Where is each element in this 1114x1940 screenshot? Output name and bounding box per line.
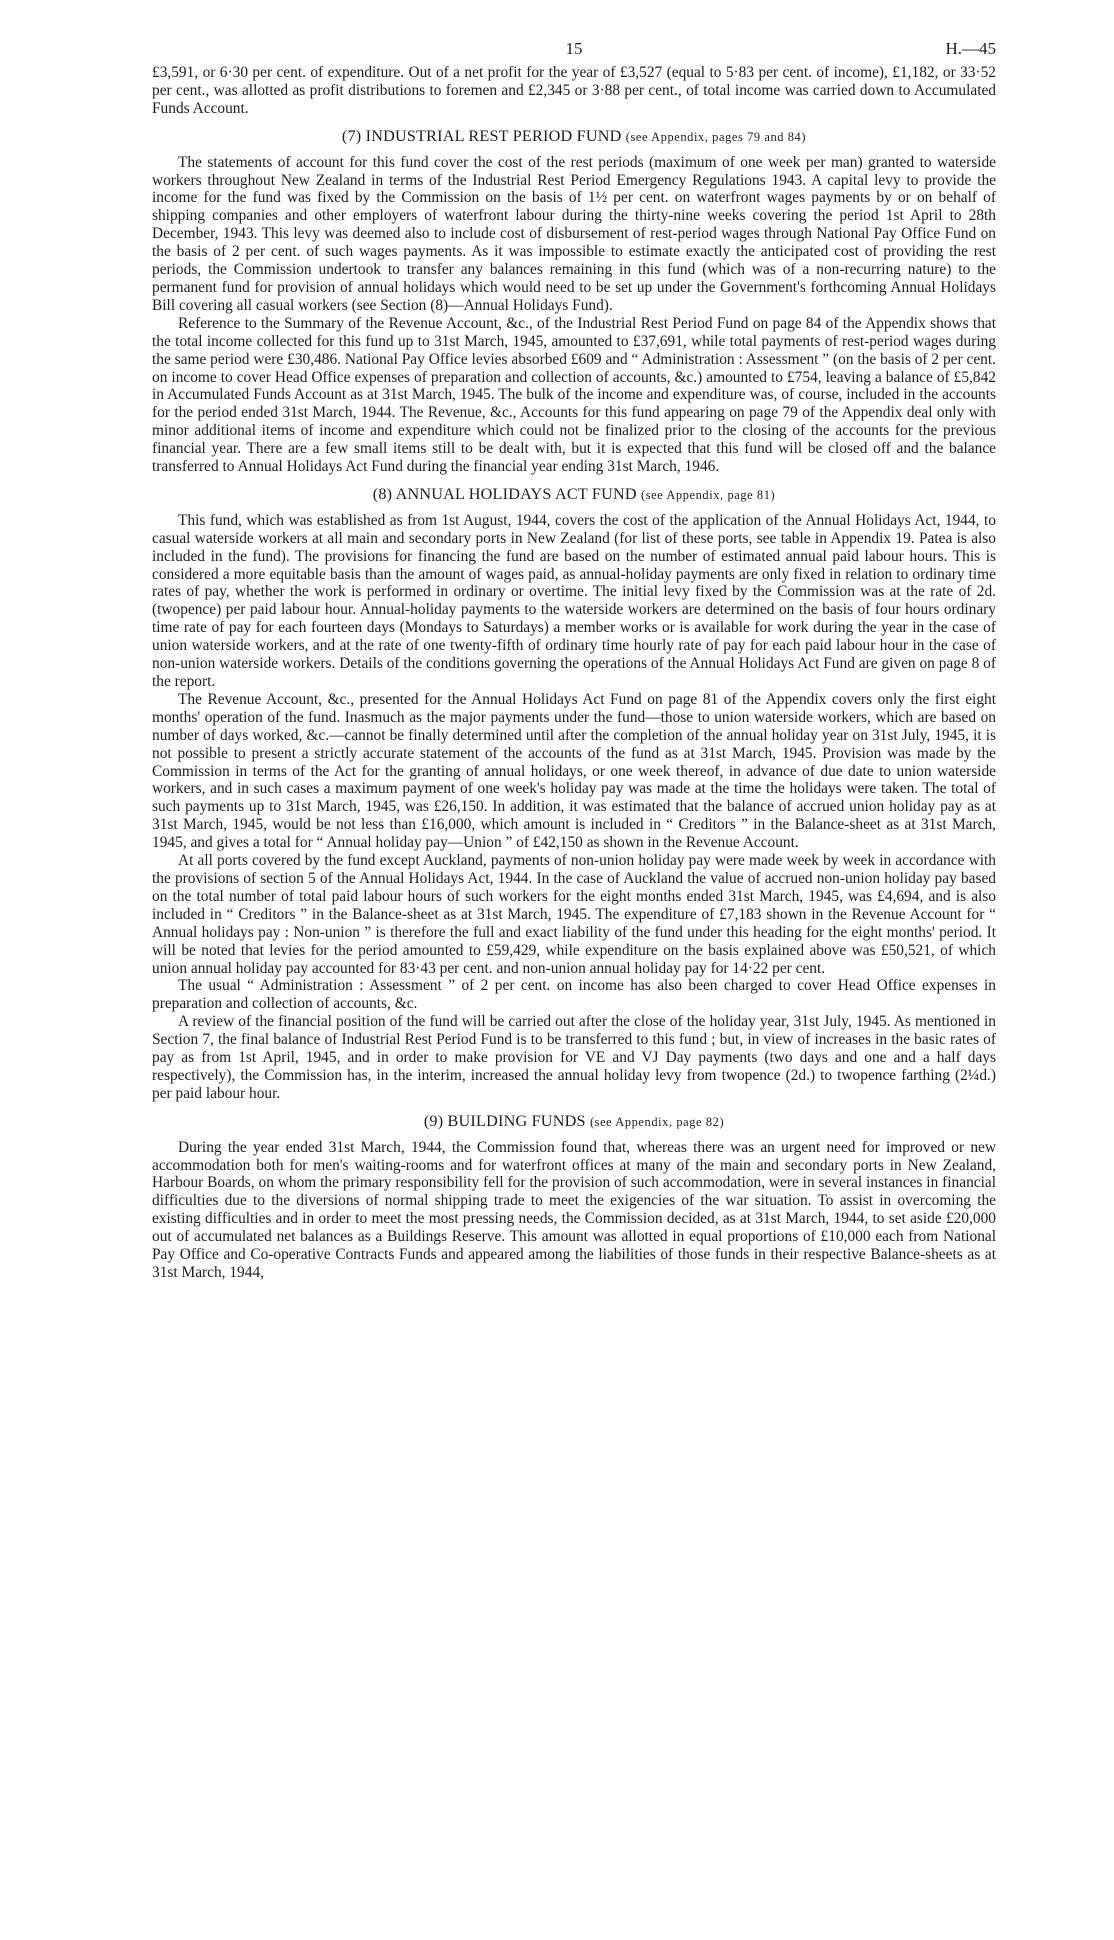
section-8-paragraph: A review of the financial position of the fund will be carried out after the close of the holiday year, 31st July, 1945. As mentioned in Section 7, the final balance of Industrial Rest Period Fund is to be transferred to this fund ; but, in view of increases in the basic rates of pay as from 1st April, 1945, and in order to make provision for VE and VJ Day payments (two days and one and a half days respectively), the Commission has, in the interim, increased the annual holiday levy from twopence (2d.) to twopence farthing (2¼d.) per paid labour hour.: [152, 1013, 996, 1102]
section-8-paragraph: The usual “ Administration : Assessment ” of 2 per cent. on income has also been charged to cover Head Office expenses in preparation and collection of accounts, &c.: [152, 977, 996, 1013]
section-7-appendix-ref: (see Appendix, pages 79 and 84): [625, 129, 807, 144]
section-8-paragraph: This fund, which was established as from 1st August, 1944, covers the cost of the application of the Annual Holidays Act, 1944, to casual waterside workers at all main and secondary ports in New Zealand (for list of these ports, see table in Appendix 19. Patea is also included in the fund). The provisions for financing the fund are based on the number of estimated annual paid labour hours. This is considered a more equitable basis than the amount of wages paid, as annual-holiday payments are only fixed in relation to ordinary time rates of pay, whether the work is performed in ordinary or overtime. The initial levy fixed by the Commission was at the rate of 2d. (twopence) per paid labour hour. Annual-holiday payments to the waterside workers are determined on the basis of four hours ordinary time rate of pay for each fourteen days (Mondays to Saturdays) a member works or is available for work during the year in the case of union waterside workers, and at the rate of one twenty-fifth of ordinary time hourly rate of pay for each paid labour hour in the case of non-union waterside workers. Details of the conditions governing the operations of the Annual Holidays Act Fund are given on page 8 of the report.: [152, 511, 996, 690]
section-8-title: (8) ANNUAL HOLIDAYS ACT FUND: [372, 484, 637, 503]
document-reference: H.—45: [945, 39, 996, 58]
section-7-paragraph: The statements of account for this fund cover the cost of the rest periods (maximum of one week per man) granted to waterside workers throughout New Zealand in terms of the Industrial Rest Period Emergency Regulations 1943. A capital levy to provide the income for the fund was fixed by the Commission on the basis of 1½ per cent. on waterfront wages payments by or on behalf of shipping companies and other employers of waterfront labour during the thirty-nine weeks covering the period 1st April to 28th December, 1943. This levy was deemed also to include cost of disbursement of rest-period wages through National Pay Office Fund on the basis of 2 per cent. of such wages payments. As it was impossible to estimate exactly the anticipated cost of providing the rest periods, the Commission undertook to transfer any balances remaining in this fund (which was of a non-recurring nature) to the permanent fund for provision of annual holidays which would need to be set up under the Government's forthcoming Annual Holidays Bill covering all casual workers (see Section (8)—Annual Holidays Fund).: [152, 153, 996, 314]
section-8-paragraph: At all ports covered by the fund except Auckland, payments of non-union holiday pay were made week by week in accordance with the provisions of section 5 of the Annual Holidays Act, 1944. In the case of Auckland the value of accrued non-union holiday pay based on the total number of total paid labour hours of such workers for the eight months ended 31st March, 1945, was £4,694, and is also included in “ Creditors ” in the Balance-sheet as at 31st March, 1945. The expenditure of £7,183 shown in the Revenue Account for “ Annual holidays pay : Non-union ” is therefore the full and exact liability of the fund under this heading for the eight months' period. It will be noted that levies for the period amounted to £59,429, while expenditure on the basis explained above was £50,521, of which union annual holiday pay accounted for 83·43 per cent. and non-union annual holiday pay for 14·22 per cent.: [152, 852, 996, 977]
intro-paragraph: £3,591, or 6·30 per cent. of expenditure. Out of a net profit for the year of £3,527 (equal to 5·83 per cent. of income), £1,182, or 33·52 per cent., was allotted as profit distributions to foremen and £2,345 or 3·88 per cent., of total income was carried down to Accumulated Funds Account.: [152, 64, 996, 117]
section-7-title: (7) INDUSTRIAL REST PERIOD FUND: [341, 126, 622, 145]
section-8-heading: [152, 486, 996, 505]
section-7-heading: [152, 128, 996, 147]
section-9-appendix-ref: (see Appendix, page 82): [589, 1114, 725, 1129]
section-9-paragraph: During the year ended 31st March, 1944, the Commission found that, whereas there was an urgent need for improved or new accommodation both for men's waiting-rooms and for waterfront offices at many of the main and secondary ports in New Zealand, Harbour Boards, on whom the primary responsibility fell for the provision of such accommodation, were in several instances in financial difficulties due to the diversions of normal shipping trade to meet the exigencies of the war situation. To assist in overcoming the existing difficulties and in order to meet the most pressing needs, the Commission decided, as at 31st March, 1944, to set aside £20,000 out of accumulated net balances as a Buildings Reserve. This amount was allotted in equal proportions of £10,000 each from National Pay Office and Co-operative Contracts Funds and appeared among the liabilities of those funds in their respective Balance-sheets as at 31st March, 1944,: [152, 1138, 996, 1281]
section-7-paragraph: Reference to the Summary of the Revenue Account, &c., of the Industrial Rest Period Fund on page 84 of the Appendix shows that the total income collected for this fund up to 31st March, 1945, amounted to £37,691, while total payments of rest-period wages during the same period were £30,486. National Pay Office levies absorbed £609 and “ Administration : Assessment ” (on the basis of 2 per cent. on income to cover Head Office expenses of preparation and collection of accounts, &c.) amounted to £754, leaving a balance of £5,842 in Accumulated Funds Account as at 31st March, 1945. The bulk of the income and expenditure was, of course, included in the accounts for the period ended 31st March, 1944. The Revenue, &c., Accounts for this fund appearing on page 79 of the Appendix deal only with minor additional items of income and expenditure which could not be finalized prior to the closing of the accounts for the previous financial year. There are a few small items still to be dealt with, but it is expected that this fund will be closed off and the balance transferred to Annual Holidays Act Fund during the financial year ending 31st March, 1946.: [152, 314, 996, 476]
page-header: [152, 40, 996, 64]
page-number: 15: [565, 39, 583, 58]
section-9-title: (9) BUILDING FUNDS: [423, 1111, 586, 1130]
section-9-heading: [152, 1113, 996, 1132]
section-8-appendix-ref: (see Appendix, page 81): [641, 487, 776, 502]
section-8-paragraph: The Revenue Account, &c., presented for the Annual Holidays Act Fund on page 81 of the Appendix covers only the first eight months' operation of the fund. Inasmuch as the major payments under the fund—those to union waterside workers, which are based on number of days worked, &c.—cannot be finally determined until after the completion of the annual holiday year on 31st July, 1945, it is not possible to present a strictly accurate statement of the accounts of the fund as at 31st March, 1945. Provision was made by the Commission in terms of the Act for the granting of annual holidays, or one week thereof, in advance of due date to union waterside workers, and in such cases a maximum payment of one week's holiday pay was made at the time the holidays were taken. The total of such payments up to 31st March, 1945, was £26,150. In addition, it was estimated that the balance of accrued union holiday pay as at 31st March, 1945, would be not less than £16,000, which amount is included in “ Creditors ” in the Balance-sheet as at 31st March, 1945, and gives a total for “ Annual holiday pay—Union ” of £42,150 as shown in the Revenue Account.: [152, 690, 996, 852]
